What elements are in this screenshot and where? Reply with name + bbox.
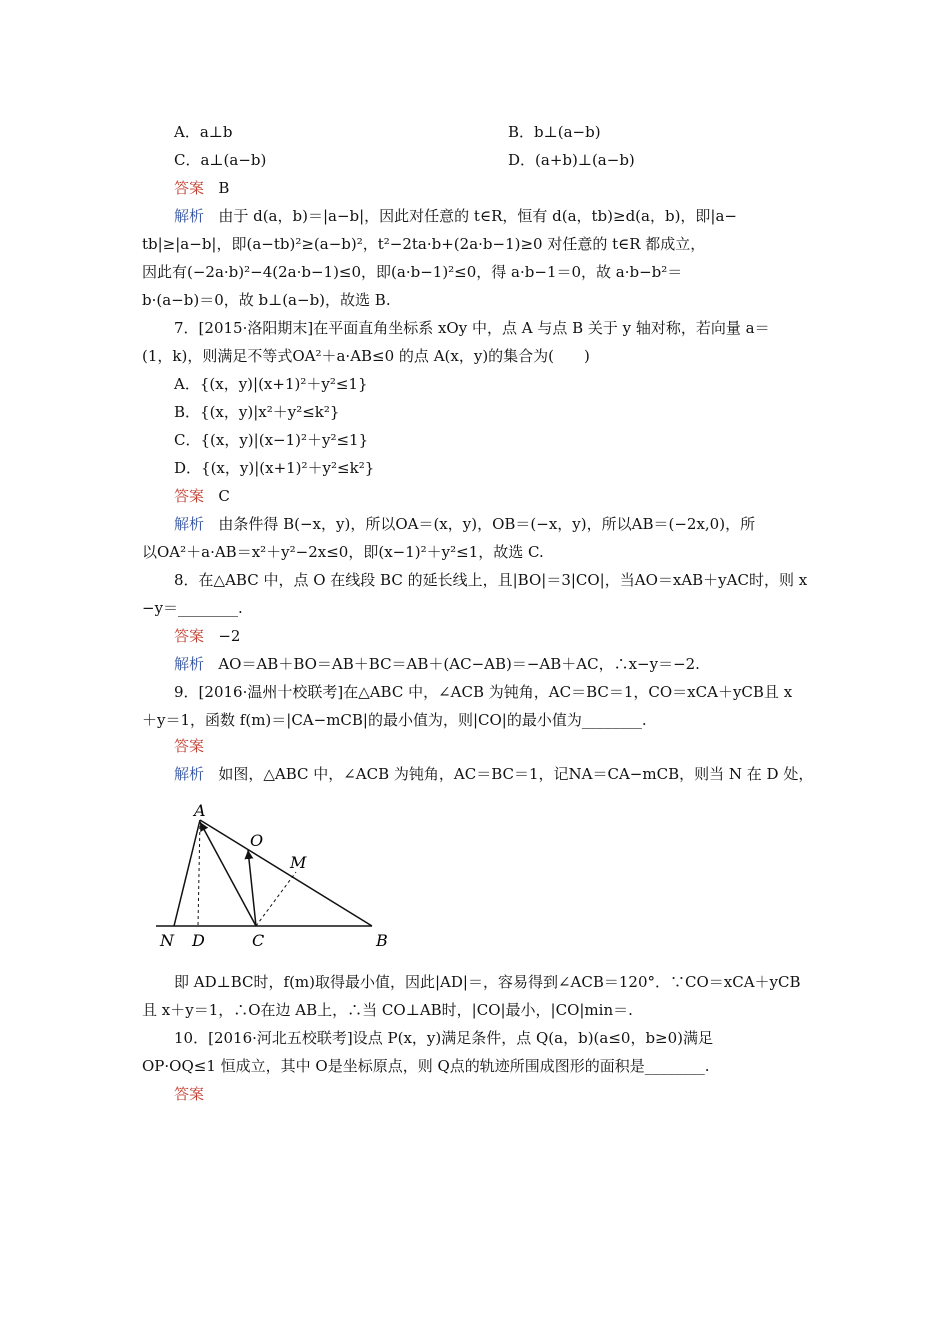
q10-stem-line-1: 10．[2016·河北五校联考]设点 P(x，y)满足条件，点 Q(a，b)(a≤0，b≥0)满足 [174, 1029, 714, 1047]
q10-stem-line-2: OP·OQ≤1 恒成立，其中 O是坐标原点，则 Q点的轨迹所围成图形的面积是________. [142, 1057, 710, 1075]
q6-solution-line-2: tb|≥|a−b|，即(a−tb)²≥(a−b)²，t²−2ta·b+(2a·b−1)≥0 对任意的 t∈R 都成立， [142, 235, 706, 253]
answer-label: 答案 [174, 1085, 205, 1103]
answer-label: 答案 [174, 179, 205, 197]
solution-text: 由条件得 B(−x，y)，所以OA＝(x，y)，OB＝(−x，y)，所以AB＝(−2x,0)，所 [218, 515, 756, 533]
label-n: N [160, 931, 174, 950]
segment-na [174, 820, 200, 926]
q9-solution-line-3: 且 x＋y＝1，∴O在边 AB上，∴当 CO⊥AB时，|CO|最小，|CO|min＝. [142, 1001, 633, 1019]
label-o: O [250, 831, 264, 850]
q6-option-c: C．a⊥(a−b) [174, 151, 267, 169]
q8-stem-line-2: −y＝________. [142, 599, 243, 617]
q7-solution-line-2: 以OA²＋a·AB＝x²＋y²−2x≤0，即(x−1)²＋y²≤1，故选 C. [142, 543, 544, 561]
segment-cm [256, 872, 296, 926]
solution-text: 由于 d(a，b)＝|a−b|，因此对任意的 t∈R，恒有 d(a，tb)≥d(a，b)，即|a− [218, 207, 737, 225]
answer-value: −2 [218, 627, 241, 645]
label-a: A [194, 801, 206, 820]
q9-answer [174, 736, 204, 756]
solution-label: 解析 [174, 515, 205, 533]
q8-solution-line-1 [174, 654, 700, 674]
answer-label: 答案 [174, 627, 205, 645]
altitude-ad [198, 820, 200, 926]
label-b: B [376, 931, 388, 950]
answer-label: 答案 [174, 487, 205, 505]
solution-text: AO＝AB＋BO＝AB＋BC＝AB＋(AC−AB)＝−AB＋AC，∴x−y＝−2. [218, 655, 700, 673]
q6-answer [174, 178, 229, 198]
q6-solution-line-3: 因此有(−2a·b)²−4(2a·b−1)≤0，即(a·b−1)²≤0，得 a·b−1＝0，故 a·b−b²＝ [142, 263, 683, 281]
q8-stem-line-1: 8．在△ABC 中，点 O 在线段 BC 的延长线上，且|BO|＝3|CO|，当AO＝xAB＋yAC时，则 x [174, 571, 808, 589]
q9-stem-line-1: 9．[2016·温州十校联考]在△ABC 中，∠ACB 为钝角，AC＝BC＝1，CO＝xCA＋yCB且 x [174, 683, 793, 701]
solution-label: 解析 [174, 655, 205, 673]
q6-solution-line-1 [174, 206, 737, 226]
segment-ab [200, 820, 372, 926]
solution-label: 解析 [174, 765, 205, 783]
q7-option-b: B．{(x，y)|x²＋y²≤k²} [174, 403, 340, 421]
q7-stem-line-2: (1，k)，则满足不等式OA²＋a·AB≤0 的点 A(x，y)的集合为( ) [142, 347, 590, 365]
triangle-figure [150, 798, 400, 956]
answer-value: B [218, 179, 230, 197]
answer-label: 答案 [174, 737, 205, 755]
q9-stem-line-2: ＋y＝1，函数 f(m)＝|CA−mCB|的最小值为，则|CO|的最小值为________. [142, 711, 647, 729]
label-c: C [252, 931, 265, 950]
q7-solution-line-1 [174, 514, 755, 534]
q6-option-b: B．b⊥(a−b) [508, 123, 601, 141]
q7-answer [174, 486, 230, 506]
q7-stem-line-1: 7．[2015·洛阳期末]在平面直角坐标系 xOy 中，点 A 与点 B 关于 y 轴对称，若向量 a＝ [174, 319, 770, 337]
label-d: D [192, 931, 205, 950]
answer-value: C [218, 487, 230, 505]
q6-solution-line-4: b·(a−b)＝0，故 b⊥(a−b)，故选 B. [142, 291, 391, 309]
solution-label: 解析 [174, 207, 205, 225]
solution-text: 如图，△ABC 中，∠ACB 为钝角，AC＝BC＝1，记NA＝CA−mCB，则当 N 在 D 处， [218, 765, 814, 783]
q7-option-d: D．{(x，y)|(x+1)²＋y²≤k²} [174, 459, 375, 477]
q10-answer [174, 1084, 204, 1104]
q8-answer [174, 626, 240, 646]
q6-option-a: A．a⊥b [174, 123, 233, 141]
q6-option-d: D．(a+b)⊥(a−b) [508, 151, 635, 169]
label-m: M [290, 853, 307, 872]
q7-option-a: A．{(x，y)|(x+1)²＋y²≤1} [174, 375, 368, 393]
q9-solution-line-1 [174, 764, 813, 784]
q7-option-c: C．{(x，y)|(x−1)²＋y²≤1} [174, 431, 369, 449]
q9-solution-line-2: 即 AD⊥BC时，f(m)取得最小值，因此|AD|＝，容易得到∠ACB＝120°．∵CO＝xCA＋yCB [174, 973, 801, 991]
